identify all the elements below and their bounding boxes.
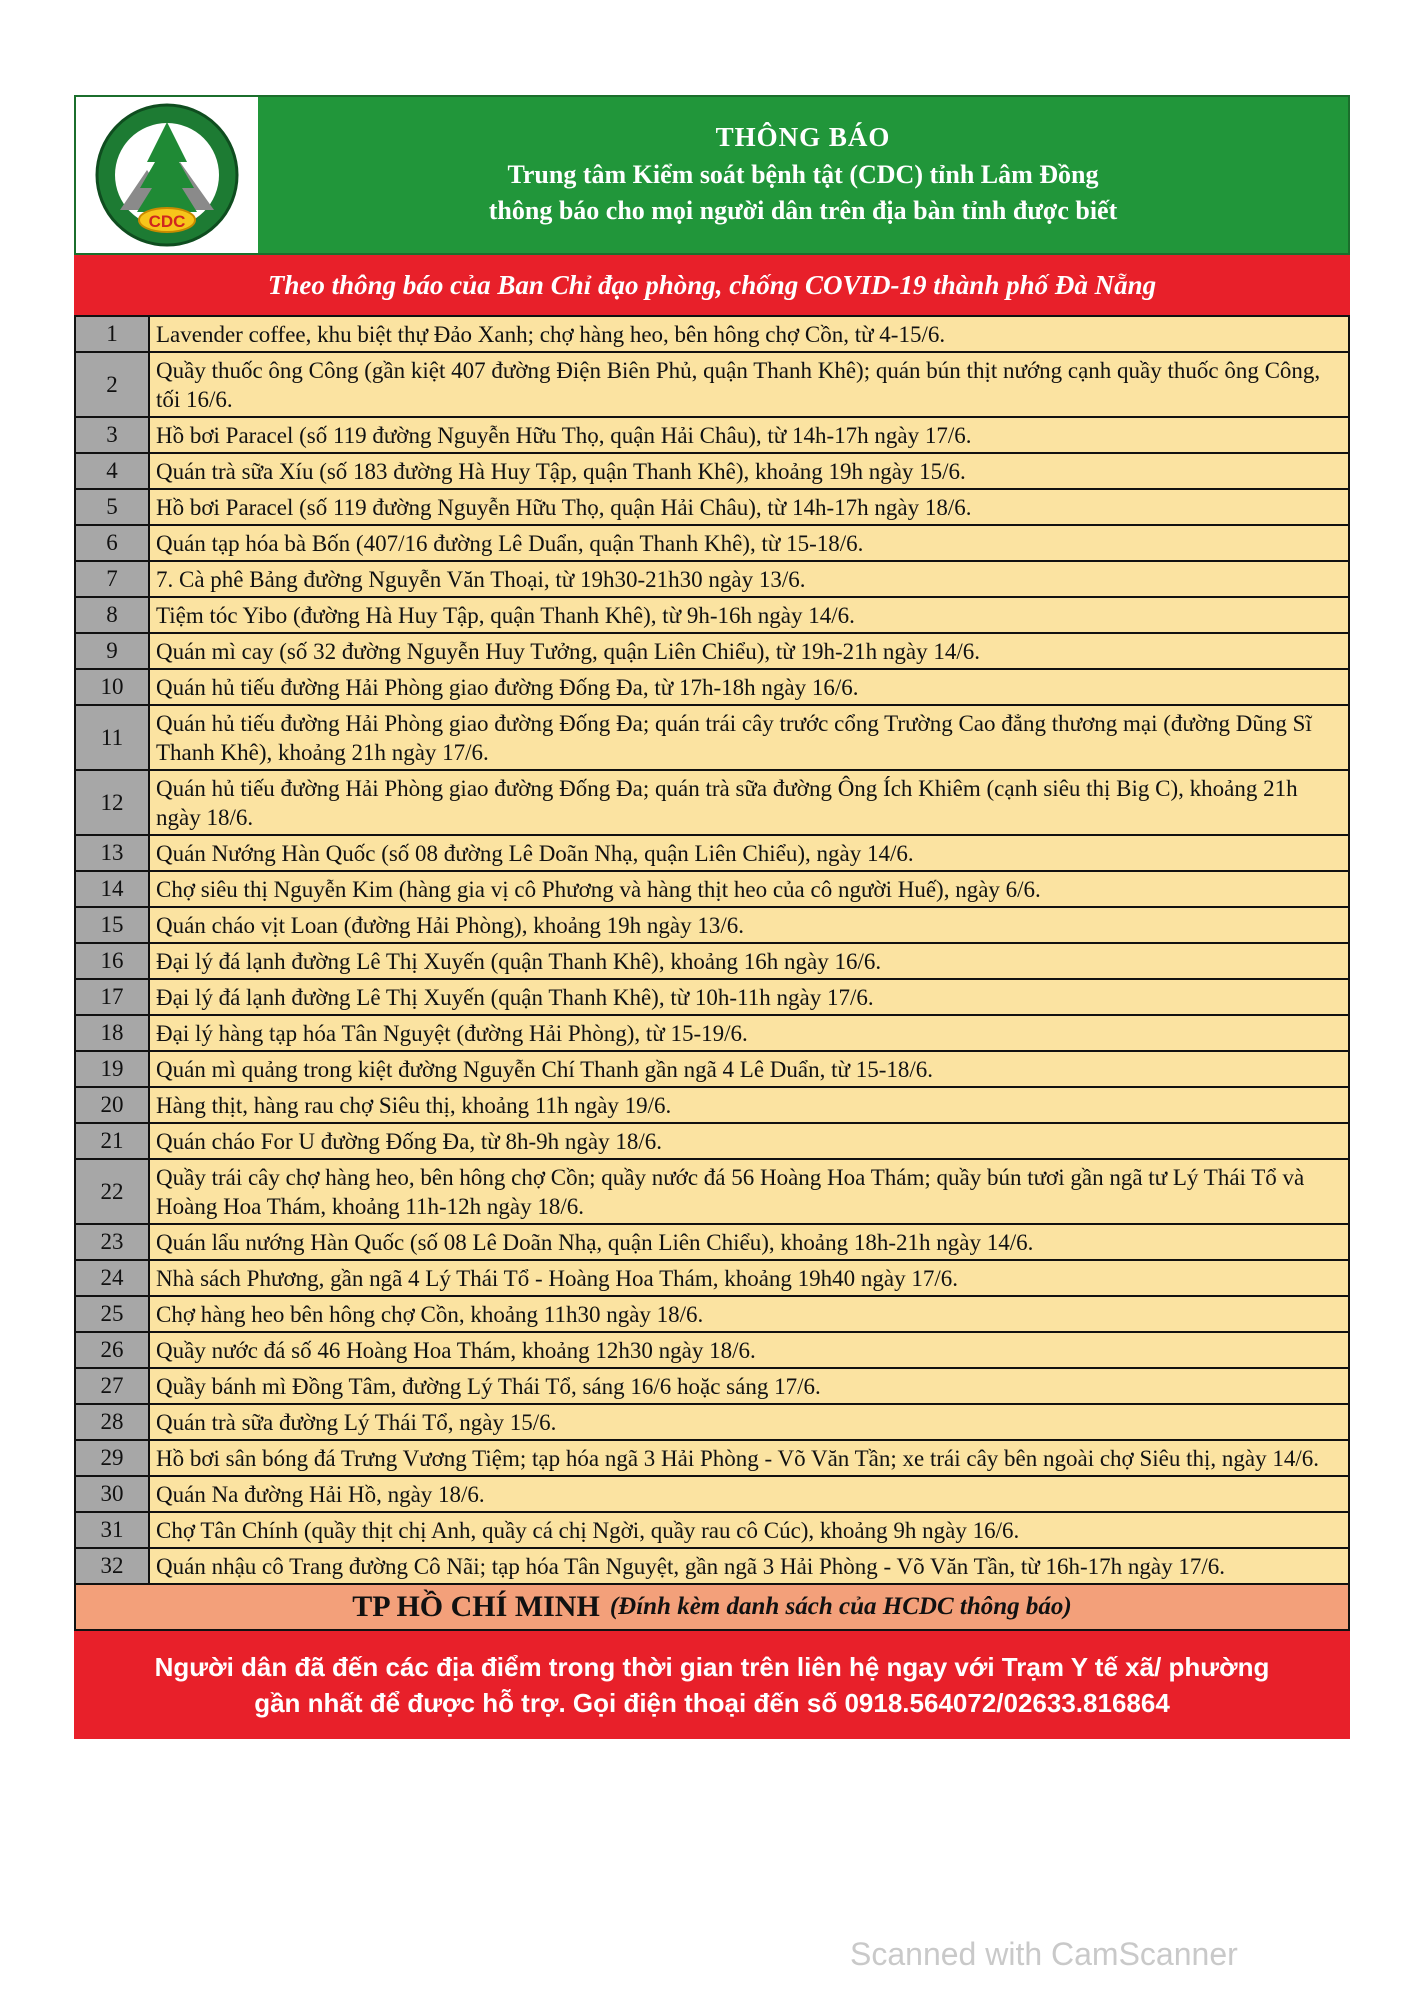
table-row <box>75 453 1349 489</box>
hcm-title: TP HỒ CHÍ MINH <box>352 1590 600 1623</box>
table-row <box>75 352 1349 417</box>
table-row <box>75 705 1349 770</box>
row-number: 25 <box>75 1296 149 1332</box>
row-number: 19 <box>75 1051 149 1087</box>
row-location-text: Chợ hàng heo bên hông chợ Cồn, khoảng 11h30 ngày 18/6. <box>149 1296 1349 1332</box>
row-location-text: Quán hủ tiếu đường Hải Phòng giao đường Đống Đa, từ 17h-18h ngày 16/6. <box>149 669 1349 705</box>
table-row <box>75 597 1349 633</box>
table-row <box>75 633 1349 669</box>
notice-line-2: thông báo cho mọi người dân trên địa bàn tỉnh được biết <box>488 195 1118 225</box>
row-location-text: Hàng thịt, hàng rau chợ Siêu thị, khoảng 11h ngày 19/6. <box>149 1087 1349 1123</box>
table-row <box>75 1123 1349 1159</box>
row-location-text: Nhà sách Phương, gần ngã 4 Lý Thái Tổ - Hoàng Hoa Thám, khoảng 19h40 ngày 17/6. <box>149 1260 1349 1296</box>
row-location-text: 7. Cà phê Bảng đường Nguyễn Văn Thoại, từ 19h30-21h30 ngày 13/6. <box>149 561 1349 597</box>
table-row <box>75 525 1349 561</box>
table-row <box>75 871 1349 907</box>
row-location-text: Quán Na đường Hải Hồ, ngày 18/6. <box>149 1476 1349 1512</box>
row-number: 17 <box>75 979 149 1015</box>
table-row <box>75 1015 1349 1051</box>
cdc-logo-icon <box>92 100 242 250</box>
table-row <box>75 1224 1349 1260</box>
row-number: 1 <box>75 316 149 352</box>
row-location-text: Quầy bánh mì Đồng Tâm, đường Lý Thái Tổ, sáng 16/6 hoặc sáng 17/6. <box>149 1368 1349 1404</box>
row-number: 28 <box>75 1404 149 1440</box>
row-number: 31 <box>75 1512 149 1548</box>
hcm-banner <box>74 1585 1350 1631</box>
row-number: 4 <box>75 453 149 489</box>
row-location-text: Quầy thuốc ông Công (gần kiệt 407 đường Điện Biên Phủ, quận Thanh Khê); quán bún thịt nướng cạnh quầy thuốc ông Công, tối 16/6. <box>149 352 1349 417</box>
table-row <box>75 1296 1349 1332</box>
row-location-text: Quán Nướng Hàn Quốc (số 08 đường Lê Doãn Nhạ, quận Liên Chiểu), ngày 14/6. <box>149 835 1349 871</box>
row-location-text: Đại lý đá lạnh đường Lê Thị Xuyến (quận Thanh Khê), khoảng 16h ngày 16/6. <box>149 943 1349 979</box>
table-row <box>75 1332 1349 1368</box>
row-location-text: Quán tạp hóa bà Bốn (407/16 đường Lê Duẩn, quận Thanh Khê), từ 15-18/6. <box>149 525 1349 561</box>
row-number: 3 <box>75 417 149 453</box>
row-number: 23 <box>75 1224 149 1260</box>
row-number: 26 <box>75 1332 149 1368</box>
row-number: 32 <box>75 1548 149 1584</box>
table-row <box>75 1476 1349 1512</box>
row-location-text: Đại lý đá lạnh đường Lê Thị Xuyến (quận Thanh Khê), từ 10h-11h ngày 17/6. <box>149 979 1349 1015</box>
table-row <box>75 943 1349 979</box>
row-location-text: Hồ bơi Paracel (số 119 đường Nguyễn Hữu Thọ, quận Hải Châu), từ 14h-17h ngày 18/6. <box>149 489 1349 525</box>
row-location-text: Quán lẩu nướng Hàn Quốc (số 08 Lê Doãn Nhạ, quận Liên Chiểu), khoảng 18h-21h ngày 14/6. <box>149 1224 1349 1260</box>
camscanner-watermark: Scanned with CamScanner <box>850 1936 1238 1972</box>
row-location-text: Quầy nước đá số 46 Hoàng Hoa Thám, khoảng 12h30 ngày 18/6. <box>149 1332 1349 1368</box>
row-number: 7 <box>75 561 149 597</box>
source-banner: Theo thông báo của Ban Chỉ đạo phòng, chống COVID-19 thành phố Đà Nẵng <box>74 255 1350 315</box>
row-number: 10 <box>75 669 149 705</box>
row-location-text: Quán mì cay (số 32 đường Nguyễn Huy Tưởng, quận Liên Chiểu), từ 19h-21h ngày 14/6. <box>149 633 1349 669</box>
row-number: 12 <box>75 770 149 835</box>
header-text <box>258 97 1348 253</box>
table-row <box>75 489 1349 525</box>
row-location-text: Chợ Tân Chính (quầy thịt chị Anh, quầy cá chị Ngời, quầy rau cô Cúc), khoảng 9h ngày 16/6. <box>149 1512 1349 1548</box>
row-number: 2 <box>75 352 149 417</box>
row-location-text: Lavender coffee, khu biệt thự Đảo Xanh; chợ hàng heo, bên hông chợ Cồn, từ 4-15/6. <box>149 316 1349 352</box>
row-number: 18 <box>75 1015 149 1051</box>
row-number: 30 <box>75 1476 149 1512</box>
row-location-text: Hồ bơi Paracel (số 119 đường Nguyễn Hữu Thọ, quận Hải Châu), từ 14h-17h ngày 17/6. <box>149 417 1349 453</box>
notice-line-1: Trung tâm Kiểm soát bệnh tật (CDC) tỉnh Lâm Đồng <box>507 159 1099 189</box>
row-number: 13 <box>75 835 149 871</box>
row-number: 15 <box>75 907 149 943</box>
table-row <box>75 1404 1349 1440</box>
row-location-text: Quán cháo vịt Loan (đường Hải Phòng), khoảng 19h ngày 13/6. <box>149 907 1349 943</box>
row-number: 9 <box>75 633 149 669</box>
row-location-text: Quán nhậu cô Trang đường Cô Nãi; tạp hóa Tân Nguyệt, gần ngã 3 Hải Phòng - Võ Văn Tần, từ 16h-17h ngày 17/6. <box>149 1548 1349 1584</box>
table-row <box>75 316 1349 352</box>
row-number: 8 <box>75 597 149 633</box>
table-row <box>75 979 1349 1015</box>
row-number: 22 <box>75 1159 149 1224</box>
row-location-text: Quán cháo For U đường Đống Đa, từ 8h-9h ngày 18/6. <box>149 1123 1349 1159</box>
row-location-text: Quán hủ tiếu đường Hải Phòng giao đường Đống Đa; quán trái cây trước cổng Trường Cao đẳng thương mại (đường Dũng Sĩ Thanh Khê), khoảng 21h ngày 17/6. <box>149 705 1349 770</box>
table-row <box>75 1440 1349 1476</box>
table-row <box>75 1051 1349 1087</box>
notice-title: THÔNG BÁO <box>715 121 891 152</box>
table-row <box>75 561 1349 597</box>
row-location-text: Quán trà sữa đường Lý Thái Tổ, ngày 15/6. <box>149 1404 1349 1440</box>
row-location-text: Quán hủ tiếu đường Hải Phòng giao đường Đống Đa; quán trà sữa đường Ông Ích Khiêm (cạnh siêu thị Big C), khoảng 21h ngày 18/6. <box>149 770 1349 835</box>
row-location-text: Quầy trái cây chợ hàng heo, bên hông chợ Cồn; quầy nước đá 56 Hoàng Hoa Thám; quầy bún tươi gần ngã tư Lý Thái Tổ và Hoàng Hoa Thám, khoảng 11h-12h ngày 18/6. <box>149 1159 1349 1224</box>
row-number: 11 <box>75 705 149 770</box>
row-number: 21 <box>75 1123 149 1159</box>
location-table <box>74 315 1350 1585</box>
row-location-text: Quán mì quảng trong kiệt đường Nguyễn Chí Thanh gần ngã 4 Lê Duẩn, từ 15-18/6. <box>149 1051 1349 1087</box>
table-row <box>75 1087 1349 1123</box>
logo-text: CDC <box>148 212 186 231</box>
row-location-text: Quán trà sữa Xíu (số 183 đường Hà Huy Tập, quận Thanh Khê), khoảng 19h ngày 15/6. <box>149 453 1349 489</box>
row-number: 6 <box>75 525 149 561</box>
row-location-text: Đại lý hàng tạp hóa Tân Nguyệt (đường Hải Phòng), từ 15-19/6. <box>149 1015 1349 1051</box>
table-row <box>75 907 1349 943</box>
row-number: 14 <box>75 871 149 907</box>
row-location-text: Chợ siêu thị Nguyễn Kim (hàng gia vị cô Phương và hàng thịt heo của cô người Huế), ngày 6/6. <box>149 871 1349 907</box>
row-number: 16 <box>75 943 149 979</box>
table-row <box>75 1159 1349 1224</box>
row-number: 24 <box>75 1260 149 1296</box>
row-location-text: Tiệm tóc Yibo (đường Hà Huy Tập, quận Thanh Khê), từ 9h-16h ngày 14/6. <box>149 597 1349 633</box>
table-row <box>75 1512 1349 1548</box>
table-row <box>75 770 1349 835</box>
table-row <box>75 1260 1349 1296</box>
row-number: 29 <box>75 1440 149 1476</box>
cdc-logo <box>76 97 258 253</box>
table-row <box>75 417 1349 453</box>
row-number: 20 <box>75 1087 149 1123</box>
row-number: 27 <box>75 1368 149 1404</box>
table-row <box>75 835 1349 871</box>
notice-sheet <box>74 95 1350 1739</box>
notice-header <box>74 95 1350 255</box>
footer-line-1: Người dân đã đến các địa điểm trong thời gian trên liên hệ ngay với Trạm Y tế xã/ phường <box>154 1652 1270 1682</box>
footer-line-2: gần nhất để được hỗ trợ. Gọi điện thoại đến số 0918.564072/02633.816864 <box>254 1688 1170 1718</box>
table-row <box>75 669 1349 705</box>
row-location-text: Hồ bơi sân bóng đá Trưng Vương Tiệm; tạp hóa ngã 3 Hải Phòng - Võ Văn Tần; xe trái cây bên ngoài chợ Siêu thị, ngày 14/6. <box>149 1440 1349 1476</box>
hcm-note: (Đính kèm danh sách của HCDC thông báo) <box>609 1593 1072 1620</box>
contact-footer <box>74 1631 1350 1739</box>
location-table-body <box>75 316 1349 1584</box>
table-row <box>75 1368 1349 1404</box>
row-number: 5 <box>75 489 149 525</box>
table-row <box>75 1548 1349 1584</box>
